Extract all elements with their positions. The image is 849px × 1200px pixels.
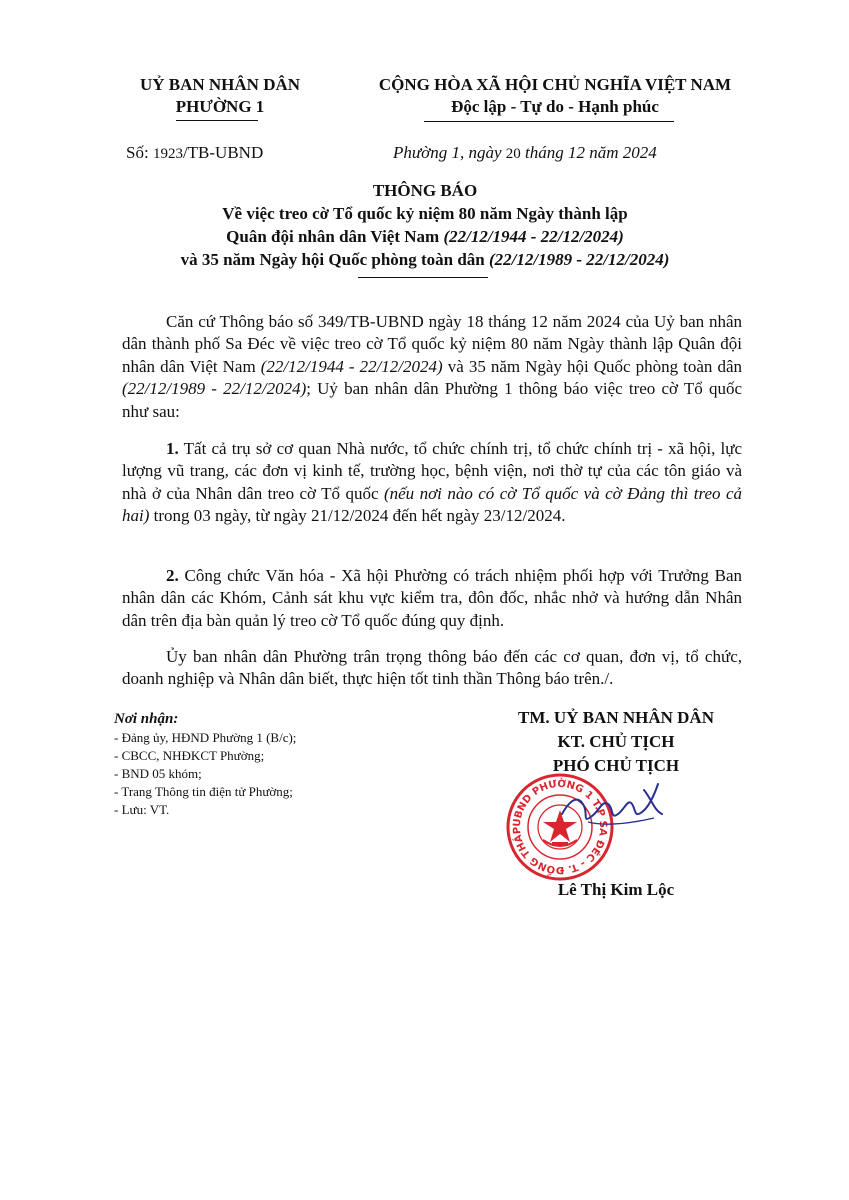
motto-divider bbox=[424, 121, 674, 122]
p1-text-e: ; Uỷ ban nhân dân Phường 1 thông báo việc treo cờ Tổ quốc như sau: bbox=[122, 379, 742, 421]
recipient-item: - Đảng ủy, HĐND Phường 1 (B/c); bbox=[114, 730, 297, 745]
signature-line-1: TM. UỶ BAN NHÂN DÂN bbox=[518, 708, 714, 727]
authority-divider bbox=[176, 120, 258, 121]
date-suffix: tháng 12 năm 2024 bbox=[525, 143, 657, 162]
notice-title bbox=[100, 179, 750, 271]
item-2-number: 2. bbox=[166, 566, 179, 585]
p1-dates-a: (22/12/1944 - 22/12/2024) bbox=[260, 356, 443, 376]
number-value: 1923 bbox=[152, 146, 183, 162]
paragraph-closing bbox=[122, 646, 742, 691]
paragraph-item-2 bbox=[122, 565, 742, 632]
title-line-2-text: Quân đội nhân dân Việt Nam bbox=[226, 227, 440, 246]
country-name: CỘNG HÒA XÃ HỘI CHỦ NGHĨA VIỆT NAM bbox=[378, 75, 732, 94]
recipient-item: - Lưu: VT. bbox=[114, 802, 170, 817]
signature-line-2: KT. CHỦ TỊCH bbox=[557, 732, 675, 751]
item-1-note: (nếu nơi nào có cờ Tổ quốc và cờ Đảng thì treo cả hai) bbox=[122, 483, 742, 526]
title-heading: THÔNG BÁO bbox=[372, 181, 478, 200]
title-line-1: Về việc treo cờ Tổ quốc kỷ niệm 80 năm Ngày thành lập bbox=[222, 204, 628, 223]
recipients-list bbox=[114, 710, 296, 819]
title-line-3 bbox=[100, 248, 750, 271]
closing-text: Ủy ban nhân dân Phường trân trọng thông báo đến các cơ quan, đơn vị, tổ chức, doanh nghiệp và Nhân dân biết, thực hiện tốt tinh thần Thông báo trên./. bbox=[122, 647, 742, 689]
issue-date bbox=[393, 143, 657, 163]
number-label: Số: bbox=[126, 143, 149, 162]
svg-text:UBND PHƯỜNG 1 T.P SA ĐÉC - T.: UBND PHƯỜNG 1 T.P SA ĐÉC - T. ĐỒNG THÁP bbox=[511, 778, 609, 876]
signer-name: Lê Thị Kim Lộc bbox=[557, 880, 675, 899]
p1-text-a: Căn cứ Thông báo số 349/TB-UBND ngày 18 tháng 12 năm 2024 của Uỷ ban nhân dân thành phố Sa Đéc về việc treo cờ Tổ quốc kỷ niệm 80 năm Ngày thành lập Quân đội nhân dân Việt Nam bbox=[122, 312, 742, 376]
recipients-label: Nơi nhận: bbox=[114, 711, 179, 727]
motto: Độc lập - Tự do - Hạnh phúc bbox=[451, 97, 659, 116]
item-1-text-a: Tất cả trụ sở cơ quan Nhà nước, tổ chức chính trị, tổ chức chính trị - xã hội, lực lượng vũ trang, các đơn vị kinh tế, trường học, bệnh viện, nơi thờ tự của các tôn giáo và nhà ở của Nhân dân treo cờ Tổ quốc bbox=[122, 439, 742, 503]
title-divider bbox=[358, 277, 488, 278]
date-prefix: Phường 1, ngày bbox=[393, 143, 502, 162]
item-1-text-c: trong 03 ngày, từ ngày 21/12/2024 đến hết ngày 23/12/2024. bbox=[153, 506, 566, 526]
item-1-number: 1. bbox=[166, 439, 179, 458]
title-line-3-dates: (22/12/1989 - 22/12/2024) bbox=[489, 250, 670, 269]
title-line-3-text: và 35 năm Ngày hội Quốc phòng toàn dân bbox=[180, 250, 485, 269]
paragraph-item-1 bbox=[122, 438, 742, 528]
document-number bbox=[126, 143, 263, 163]
title-line-2 bbox=[100, 225, 750, 248]
authority-name: UỶ BAN NHÂN DÂN bbox=[139, 75, 301, 94]
national-motto bbox=[350, 74, 760, 118]
signature-block bbox=[478, 706, 754, 778]
signature-line-3: PHÓ CHỦ TỊCH bbox=[552, 756, 680, 775]
title-line-2-dates: (22/12/1944 - 22/12/2024) bbox=[443, 227, 624, 246]
recipient-item: - Trang Thông tin điện tử Phường; bbox=[114, 784, 293, 799]
handwritten-signature-icon bbox=[558, 770, 668, 840]
p1-text-c: và 35 năm Ngày hội Quốc phòng toàn dân bbox=[447, 356, 743, 376]
recipient-item: - BND 05 khóm; bbox=[114, 766, 202, 781]
p1-dates-b: (22/12/1989 - 22/12/2024) bbox=[122, 379, 307, 399]
item-2-text: Công chức Văn hóa - Xã hội Phường có trách nhiệm phối hợp với Trưởng Ban nhân dân các Khóm, Cảnh sát khu vực kiểm tra, đôn đốc, nhắc nhở và hướng dẫn Nhân dân trên địa bàn quản lý treo cờ Tổ quốc đúng quy định. bbox=[122, 566, 742, 630]
recipient-item: - CBCC, NHĐKCT Phường; bbox=[114, 748, 265, 763]
paragraph-basis bbox=[122, 311, 742, 423]
number-suffix: /TB-UBND bbox=[182, 143, 264, 162]
authority-unit: PHƯỜNG 1 bbox=[175, 97, 265, 116]
issuing-authority bbox=[105, 74, 335, 118]
date-day: 20 bbox=[505, 146, 521, 162]
